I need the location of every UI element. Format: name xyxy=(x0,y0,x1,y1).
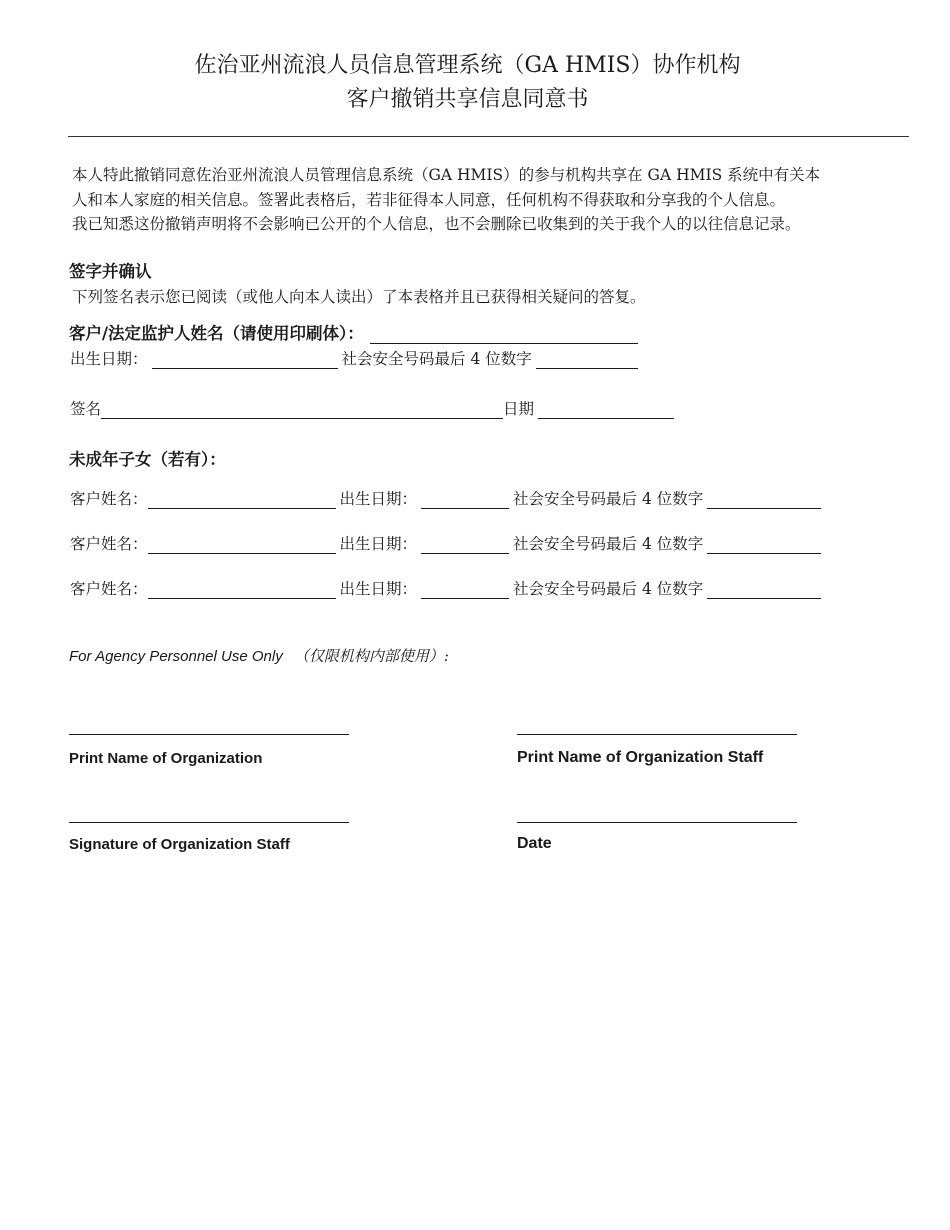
minor-dob-label: 出生日期： xyxy=(339,490,418,508)
minor-dob-field[interactable] xyxy=(421,537,509,554)
intro-paragraph xyxy=(72,163,902,237)
org-name-field[interactable] xyxy=(69,734,349,735)
minor-ssn-field[interactable] xyxy=(707,582,821,599)
org-name-label: Print Name of Organization xyxy=(69,750,263,767)
minor-name-field[interactable] xyxy=(148,537,336,554)
client-name-row xyxy=(69,320,642,344)
signature-date-label: 日期 xyxy=(503,400,535,418)
minor-row xyxy=(70,487,825,509)
minor-dob-label: 出生日期： xyxy=(339,580,418,598)
minor-name-label: 客户姓名： xyxy=(70,535,148,553)
agency-heading-cn: （仅限机构内部使用）: xyxy=(293,647,449,665)
minor-ssn-field[interactable] xyxy=(707,537,821,554)
intro-line: 我已知悉这份撤销声明将不会影响已公开的个人信息，也不会删除已收集到的关于我个人的以往信息记录。 xyxy=(72,215,801,233)
minor-dob-label: 出生日期： xyxy=(339,535,418,553)
minor-dob-field[interactable] xyxy=(421,492,509,509)
minor-ssn-label: 社会安全号码最后 4 位数字 xyxy=(513,535,704,553)
minor-row xyxy=(70,532,825,554)
minor-dob-field[interactable] xyxy=(421,582,509,599)
staff-name-field[interactable] xyxy=(517,734,797,735)
agency-date-label: Date xyxy=(517,835,552,852)
client-signature-date-field[interactable] xyxy=(538,402,674,419)
intro-line: 本人特此撤销同意佐治亚州流浪人员管理信息系统（GA HMIS）的参与机构共享在 GA HMIS 系统中有关本 xyxy=(72,166,821,184)
staff-signature-label: Signature of Organization Staff xyxy=(69,836,290,853)
client-signature-field[interactable] xyxy=(101,402,503,419)
sign-section-heading: 签字并确认 xyxy=(69,262,152,281)
client-ssn-field[interactable] xyxy=(536,352,638,369)
minor-row xyxy=(70,577,825,599)
client-signature-row xyxy=(70,397,678,419)
minor-name-label: 客户姓名： xyxy=(70,580,148,598)
minor-ssn-label: 社会安全号码最后 4 位数字 xyxy=(513,490,704,508)
intro-line: 人和本人家庭的相关信息。签署此表格后，若非征得本人同意，任何机构不得获取和分享我的个人信息。 xyxy=(72,190,786,209)
client-dob-row xyxy=(70,347,642,369)
minor-name-field[interactable] xyxy=(148,492,336,509)
agency-heading-en: For Agency Personnel Use Only xyxy=(69,648,283,665)
minor-ssn-field[interactable] xyxy=(707,492,821,509)
header-divider xyxy=(68,136,909,137)
client-name-label: 客户/法定监护人姓名（请使用印刷体）： xyxy=(69,324,364,343)
minor-name-field[interactable] xyxy=(148,582,336,599)
client-name-field[interactable] xyxy=(370,327,638,344)
minor-name-label: 客户姓名： xyxy=(70,490,148,508)
client-ssn-label: 社会安全号码最后 4 位数字 xyxy=(341,350,532,368)
staff-signature-field[interactable] xyxy=(69,822,349,823)
agency-date-field[interactable] xyxy=(517,822,797,823)
client-dob-field[interactable] xyxy=(152,352,338,369)
minor-ssn-label: 社会安全号码最后 4 位数字 xyxy=(513,580,704,598)
form-title-line1: 佐治亚州流浪人员信息管理系统（GA HMIS）协作机构 xyxy=(194,53,741,78)
sign-section-note: 下列签名表示您已阅读（或他人向本人读出）了本表格并且已获得相关疑问的答复。 xyxy=(72,288,646,306)
agency-heading xyxy=(69,645,449,666)
staff-name-label: Print Name of Organization Staff xyxy=(517,749,764,766)
minors-heading: 未成年子女（若有）： xyxy=(69,450,226,469)
client-dob-label: 出生日期： xyxy=(70,350,148,368)
signature-label: 签名 xyxy=(70,400,102,418)
form-title-line2: 客户撤销共享信息同意书 xyxy=(346,87,589,112)
